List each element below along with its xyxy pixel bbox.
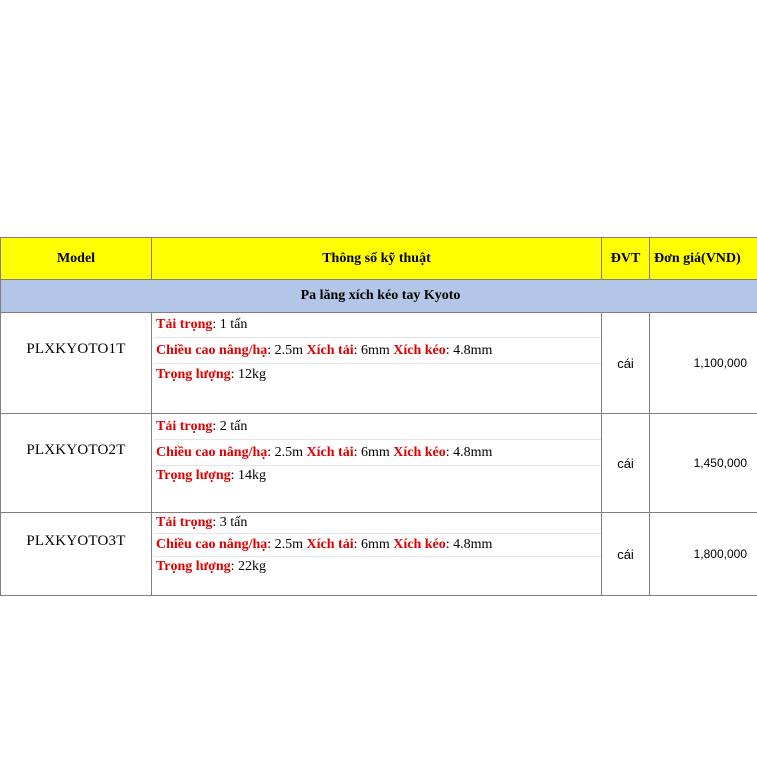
spec-weight-value: : 12kg [230, 367, 267, 382]
spec-load-value: : 2 tấn [212, 418, 248, 434]
spec-weight [154, 364, 601, 386]
spec-weight [154, 466, 601, 485]
spec-load [154, 313, 601, 338]
spec-height-key: Chiều cao nâng/hạ [156, 444, 268, 460]
spec-pull-chain-value: : 4.8mm [445, 537, 493, 552]
spec-weight-key: Trọng lượng [156, 467, 231, 483]
spec-weight-value: : 14kg [230, 467, 267, 483]
spec-cell [152, 313, 602, 414]
header-row [1, 238, 757, 280]
price-cell: 1,800,000 [650, 513, 757, 596]
spec-dimensions [154, 534, 601, 557]
spec-weight [154, 557, 601, 576]
spec-cell [152, 414, 602, 513]
header-spec: Thông số kỹ thuật [152, 238, 602, 280]
unit-cell: cái [602, 513, 650, 596]
spec-load-chain-key: Xích tải [306, 444, 354, 460]
spec-load-chain-value: : 6mm [353, 342, 390, 358]
price-cell: 1,450,000 [650, 414, 757, 513]
spec-load [154, 513, 601, 534]
model-cell: PLXKYOTO2T [1, 414, 152, 513]
table-row [1, 513, 757, 596]
spec-pull-chain-key: Xích kéo [393, 444, 446, 460]
spec-height-value: : 2.5m [267, 342, 304, 358]
spec-cell [152, 513, 602, 596]
spec-weight-key: Trọng lượng [156, 558, 231, 574]
spec-load-value: : 3 tấn [212, 515, 248, 530]
spec-pull-chain-key: Xích kéo [393, 537, 446, 552]
header-unit: ĐVT [602, 238, 650, 280]
unit-cell: cái [602, 414, 650, 513]
spec-load-value: : 1 tấn [212, 317, 248, 332]
spec-dimensions [154, 440, 601, 466]
spec-load [154, 414, 601, 440]
spec-dimensions [154, 338, 601, 364]
table-row [1, 414, 757, 513]
header-model: Model [1, 238, 152, 280]
spec-load-chain-key: Xích tải [306, 342, 354, 358]
price-cell: 1,100,000 [650, 313, 757, 414]
spec-height-value: : 2.5m [267, 537, 304, 552]
category-row [1, 280, 757, 313]
spec-pull-chain-value: : 4.8mm [445, 342, 493, 358]
unit-cell: cái [602, 313, 650, 414]
header-price: Đơn giá(VND) [650, 238, 757, 280]
spec-weight-key: Trọng lượng [156, 367, 231, 382]
table-row [1, 313, 757, 414]
spec-load-chain-key: Xích tải [306, 537, 354, 552]
spec-load-chain-value: : 6mm [353, 444, 390, 460]
model-cell: PLXKYOTO3T [1, 513, 152, 596]
price-sheet [0, 237, 757, 596]
spec-load-key: Tải trọng [156, 317, 213, 332]
spec-load-key: Tải trọng [156, 515, 213, 530]
category-title: Pa lăng xích kéo tay Kyoto [1, 280, 757, 313]
price-table [0, 237, 757, 596]
spec-height-value: : 2.5m [267, 444, 304, 460]
spec-load-key: Tải trọng [156, 418, 213, 434]
spec-weight-value: : 22kg [230, 558, 267, 574]
spec-height-key: Chiều cao nâng/hạ [156, 342, 268, 358]
spec-height-key: Chiều cao nâng/hạ [156, 537, 268, 552]
spec-pull-chain-key: Xích kéo [393, 342, 446, 358]
spec-load-chain-value: : 6mm [353, 537, 390, 552]
model-cell: PLXKYOTO1T [1, 313, 152, 414]
spec-pull-chain-value: : 4.8mm [445, 444, 493, 460]
